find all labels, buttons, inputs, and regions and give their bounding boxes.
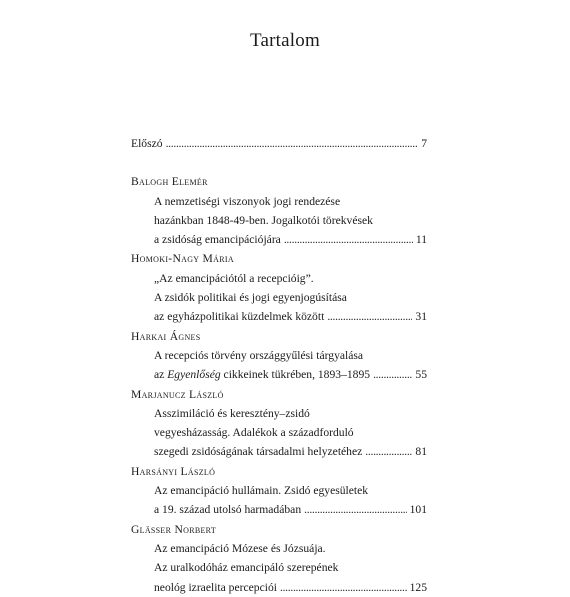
journal-title: Egyenlőség xyxy=(167,368,221,382)
toc-author: Harkai Ágnes xyxy=(131,329,201,343)
toc-page-number: 7 xyxy=(421,137,427,150)
dot-leader xyxy=(280,578,407,597)
toc-page-number: 11 xyxy=(415,233,427,247)
toc-entry-row[interactable] xyxy=(131,365,427,384)
spacer xyxy=(131,153,427,172)
toc-title-line: az Egyenlőség cikkeinek tükrében, 1893–1895 xyxy=(154,368,371,382)
toc-page-number: 31 xyxy=(415,310,427,324)
toc-author: Marjanucz László xyxy=(131,387,224,401)
toc-title-line: az egyházpolitikai küzdelmek között xyxy=(154,310,325,324)
toc-page-number: 125 xyxy=(409,580,427,594)
table-of-contents xyxy=(131,134,427,597)
toc-title-line: Az emancipáció Mózese és Józsuája. xyxy=(154,541,326,555)
toc-title-line: neológ izraelita percepciói xyxy=(154,580,277,594)
dot-leader xyxy=(166,134,419,153)
toc-title-line: a 19. század utolsó harmadában xyxy=(154,503,302,517)
dot-leader xyxy=(284,230,413,249)
toc-title-line: Az emancipáció hullámain. Zsidó egyesületek xyxy=(154,484,369,498)
toc-title-line: vegyesházasság. Adalékok a századforduló xyxy=(154,426,354,440)
toc-entry-row[interactable] xyxy=(131,578,427,597)
toc-entry-row[interactable] xyxy=(131,230,427,249)
toc-title-line: Asszimiláció és keresztény–zsidó xyxy=(154,406,310,420)
toc-title-line: a zsidóság emancipációjára xyxy=(154,233,281,247)
toc-page-number: 55 xyxy=(415,368,427,382)
toc-title-line: Az uralkodóház emancipáló szerepének xyxy=(154,561,339,575)
toc-title-line: hazánkban 1848-49-ben. Jogalkotói törekvések xyxy=(154,213,373,227)
toc-foreword-label: Előszó xyxy=(131,137,163,150)
toc-entry-row[interactable] xyxy=(131,307,427,326)
toc-page-number: 101 xyxy=(409,503,427,517)
toc-author: Harsányi László xyxy=(131,464,216,478)
toc-foreword-row[interactable] xyxy=(131,134,427,153)
dot-leader xyxy=(304,500,406,519)
toc-author: Balogh Elemér xyxy=(131,175,208,189)
toc-author: Homoki-Nagy Mária xyxy=(131,252,234,266)
toc-entry-row[interactable] xyxy=(131,442,427,461)
toc-title-line: „Az emancipációtól a recepcióig”. xyxy=(154,271,314,285)
toc-title-line: szegedi zsidóságának társadalmi helyzetéhez xyxy=(154,445,363,459)
toc-page-number: 81 xyxy=(415,445,427,459)
dot-leader xyxy=(373,365,412,384)
toc-entry-row[interactable] xyxy=(131,500,427,519)
dot-leader xyxy=(327,307,412,326)
toc-title-line: A nemzetiségi viszonyok jogi rendezése xyxy=(154,194,341,208)
toc-author: Glässer Norbert xyxy=(131,522,217,536)
dot-leader xyxy=(365,442,412,461)
toc-title-line: A recepciós törvény országgyűlési tárgyalása xyxy=(154,348,364,362)
toc-title-line: A zsidók politikai és jogi egyenjogúsítása xyxy=(154,291,347,305)
page-title: Tartalom xyxy=(250,30,320,51)
